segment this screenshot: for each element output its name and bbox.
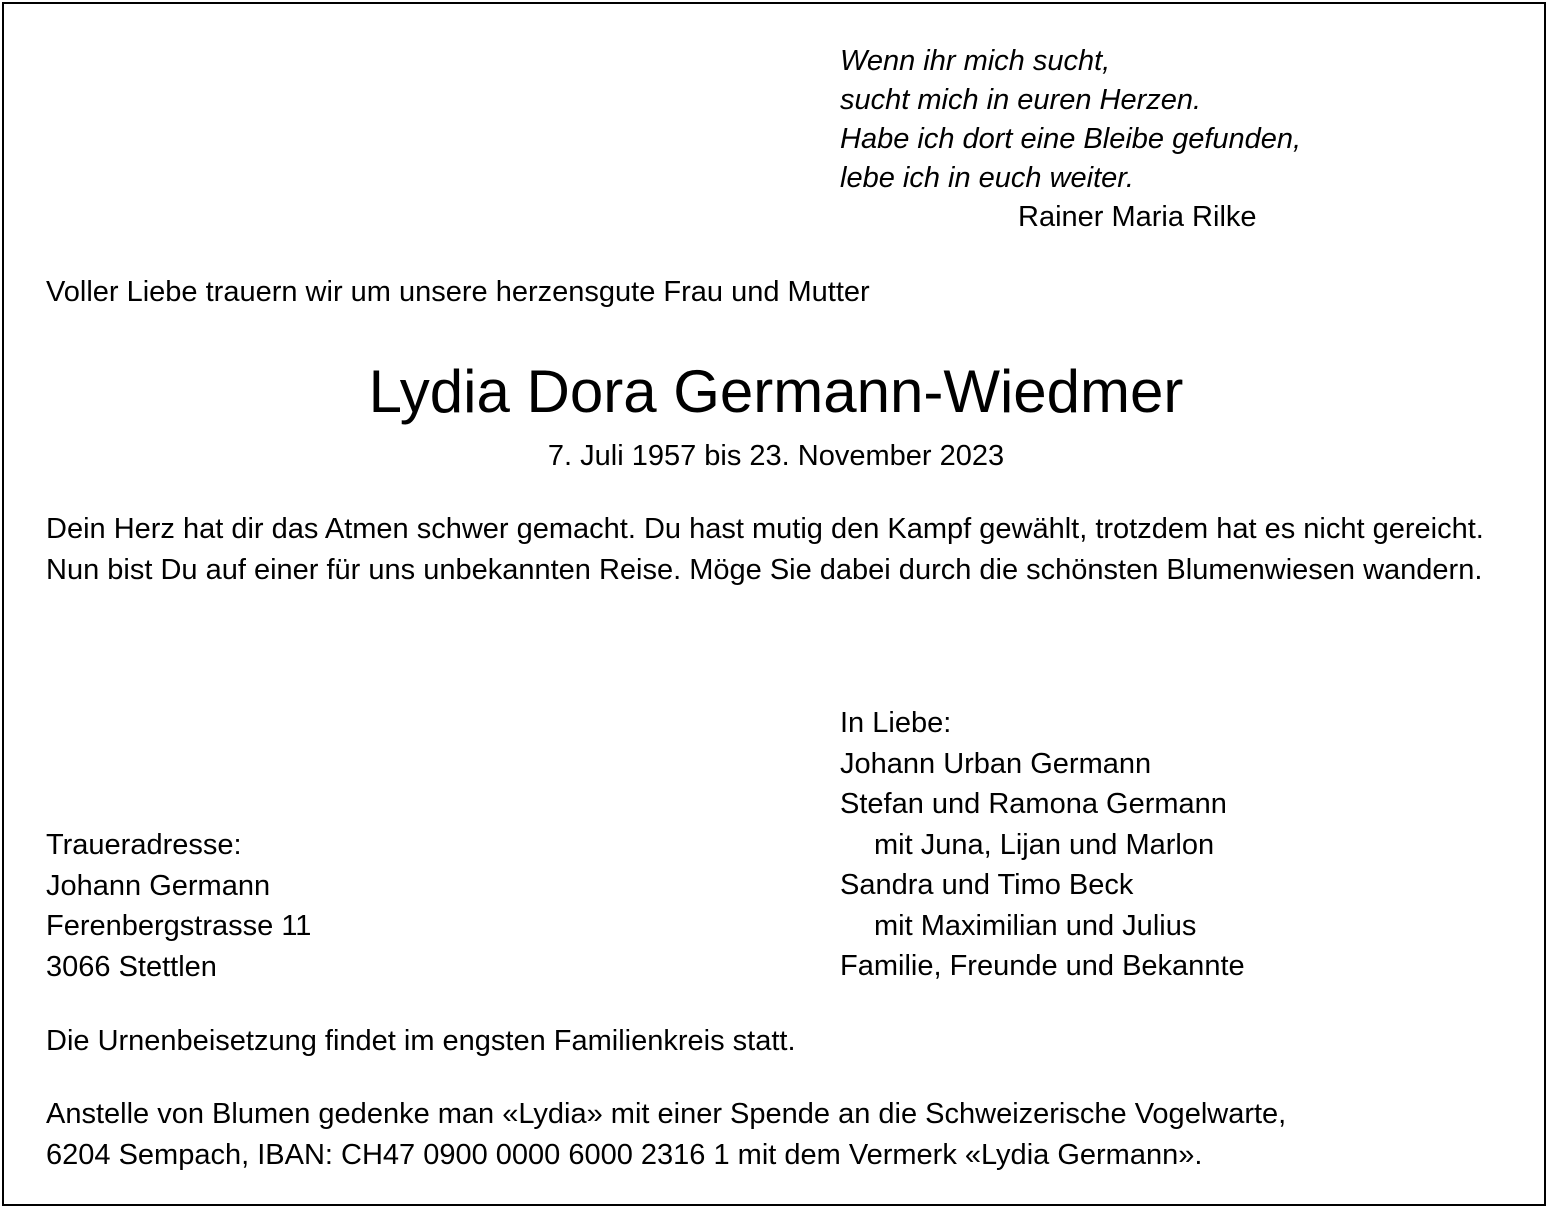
mourner-line: Stefan und Ramona Germann xyxy=(840,788,1227,820)
donation-line: 6204 Sempach, IBAN: CH47 0900 0000 6000 2316 1 mit dem Vermerk «Lydia Germann». xyxy=(46,1138,1203,1171)
mourner-line: Johann Urban Germann xyxy=(840,747,1152,780)
poem-quote xyxy=(840,42,1301,237)
mourner-line: Familie, Freunde und Bekannte xyxy=(840,950,1245,982)
mourner-line: mit Juna, Lijan und Marlon xyxy=(874,828,1215,861)
deceased-name: Lydia Dora Germann-Wiedmer xyxy=(368,358,1184,425)
life-dates: 7. Juli 1957 bis 23. November 2023 xyxy=(547,440,1005,472)
mourners-list xyxy=(840,703,1245,987)
poem-author: Rainer Maria Rilke xyxy=(1018,201,1257,233)
address-name: Johann Germann xyxy=(46,869,271,902)
mourners-heading: In Liebe: xyxy=(840,707,952,739)
farewell-message xyxy=(46,509,1506,590)
donation-notice xyxy=(46,1094,1286,1175)
address-street: Ferenbergstrasse 11 xyxy=(46,910,312,942)
poem-line: lebe ich in euch weiter. xyxy=(840,162,1134,194)
message-paragraph: Nun bist Du auf einer für uns unbekannten Reise. Möge Sie dabei durch die schönsten Blumenwiesen wandern. xyxy=(46,553,1483,586)
address-heading: Traueradresse: xyxy=(46,829,242,861)
mourner-line: mit Maximilian und Julius xyxy=(874,909,1197,942)
mourner-line: Sandra und Timo Beck xyxy=(840,869,1134,901)
address-city: 3066 Stettlen xyxy=(46,950,217,983)
mourning-address xyxy=(46,825,311,987)
donation-line: Anstelle von Blumen gedenke man «Lydia» mit einer Spende an die Schweizerische Vogelwarte, xyxy=(46,1098,1287,1130)
intro-text: Voller Liebe trauern wir um unsere herzensgute Frau und Mutter xyxy=(46,276,870,308)
burial-notice: Die Urnenbeisetzung findet im engsten Familienkreis statt. xyxy=(46,1025,796,1057)
poem-line: Habe ich dort eine Bleibe gefunden, xyxy=(840,123,1302,155)
poem-line: Wenn ihr mich sucht, xyxy=(840,45,1111,77)
message-paragraph: Dein Herz hat dir das Atmen schwer gemacht. Du hast mutig den Kampf gewählt, trotzdem hat es nicht gereicht. xyxy=(46,513,1484,545)
poem-line: sucht mich in euren Herzen. xyxy=(840,84,1202,116)
